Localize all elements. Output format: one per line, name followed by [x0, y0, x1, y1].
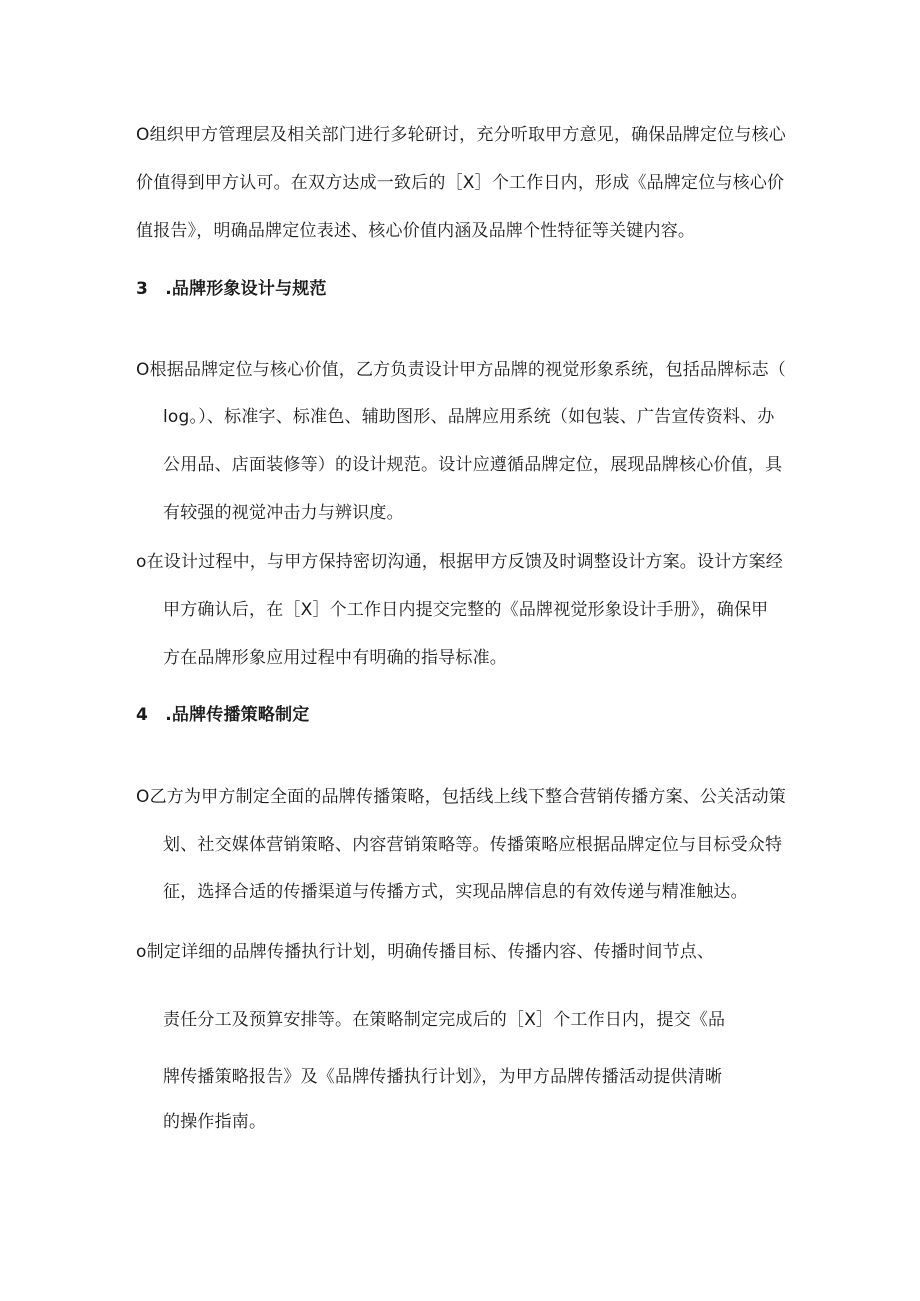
paragraph-2-line-4: 有较强的视觉冲击力与辨识度。 [163, 503, 404, 523]
paragraph-4-line-3: 征，选择合适的传播渠道与传播方式，实现品牌信息的有效传递与精准触达。 [163, 882, 748, 902]
paragraph-5-line-1: o制定详细的品牌传播执行计划，明确传播目标、传播内容、传播时间节点、 [136, 942, 715, 962]
paragraph-2-line-1: O根据品牌定位与核心价值，乙方负责设计甲方品牌的视觉形象系统，包括品牌标志（ [136, 360, 786, 380]
paragraph-4-line-1: O乙方为甲方制定全面的品牌传播策略，包括线上线下整合营销传播方案、公关活动策 [136, 787, 786, 807]
paragraph-3-line-3: 方在品牌形象应用过程中有明确的指导标准。 [163, 648, 507, 668]
paragraph-5-line-4: 的操作指南。 [163, 1112, 267, 1132]
section-heading-4: 4 .品牌传播策略制定 [136, 705, 310, 725]
paragraph-3-line-1: o在设计过程中，与甲方保持密切沟通，根据甲方反馈及时调整设计方案。设计方案经 [136, 552, 783, 572]
paragraph-5-line-3: 牌传播策略报告》及《品牌传播执行计划》，为甲方品牌传播活动提供清晰 [163, 1067, 723, 1087]
paragraph-2-line-2: log。）、标准字、标准色、辅助图形、品牌应用系统（如包装、广告宣传资料、办 [163, 407, 775, 427]
paragraph-1-line-3: 值报告》，明确品牌定位表述、核心价值内涵及品牌个性特征等关键内容。 [136, 221, 696, 241]
paragraph-1-line-2: 价值得到甲方认可。在双方达成一致后的［X］个工作日内，形成《品牌定位与核心价 [136, 173, 785, 193]
paragraph-4-line-2: 划、社交媒体营销策略、内容营销策略等。传播策略应根据品牌定位与目标受众特 [163, 835, 783, 855]
paragraph-5-line-2: 责任分工及预算安排等。在策略制定完成后的［X］个工作日内，提交《品 [163, 1010, 726, 1030]
paragraph-1-line-1: O组织甲方管理层及相关部门进行多轮研讨，充分听取甲方意见，确保品牌定位与核心 [136, 125, 786, 145]
paragraph-2-line-3: 公用品、店面装修等）的设计规范。设计应遵循品牌定位，展现品牌核心价值，具 [163, 455, 783, 475]
paragraph-3-line-2: 甲方确认后，在［X］个工作日内提交完整的《品牌视觉形象设计手册》，确保甲 [163, 600, 769, 620]
section-heading-3: 3 .品牌形象设计与规范 [136, 279, 327, 299]
